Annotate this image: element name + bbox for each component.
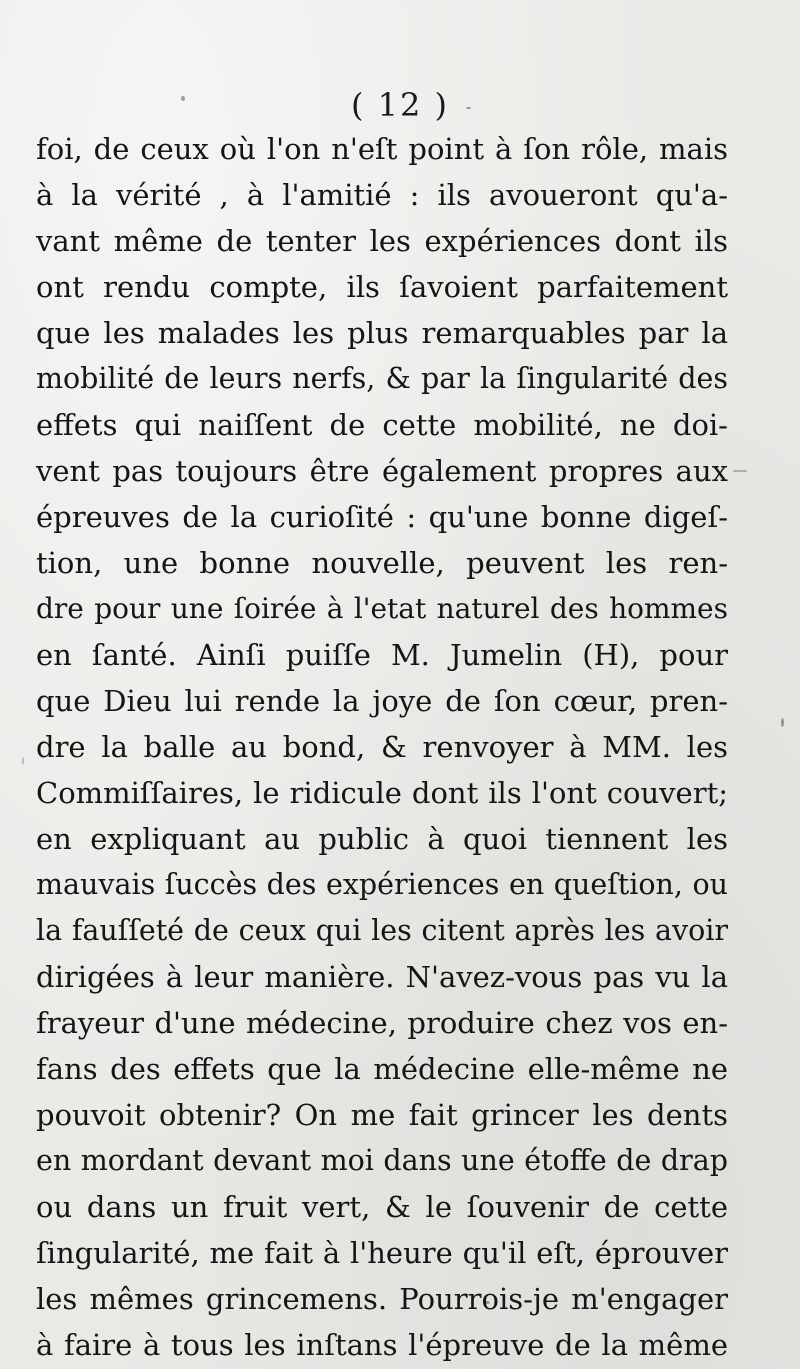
text-line: que Dieu lui rende la joye de ſon cœur, pren- <box>36 684 728 718</box>
page-number: ( 12 ) <box>350 86 450 124</box>
text-line: dre pour une ſoirée à l'etat naturel des hommes <box>36 592 728 625</box>
text-line: vant même de tenter les expériences dont ils <box>36 224 728 258</box>
text-line: en mordant devant moi dans une étoffe de drap <box>36 1144 728 1177</box>
text-line: que les malades les plus remarquables par la <box>36 316 728 350</box>
text-line: frayeur d'une médecine, produire chez vos en- <box>36 1006 728 1040</box>
text-line: tion, une bonne nouvelle, peuvent les ren- <box>36 546 728 580</box>
text-line: fans des effets que la médecine elle-même ne <box>36 1052 728 1086</box>
text-line: Commiſſaires, le ridicule dont ils l'ont couvert; <box>36 776 728 810</box>
text-line: les mêmes grincemens. Pourrois-je m'engager <box>36 1282 728 1316</box>
text-line: en ſanté. Ainſi puiſſe M. Jumelin (H), pour <box>36 638 728 672</box>
text-line: dirigées à leur manière. N'avez-vous pas vu la <box>36 960 728 994</box>
body-text <box>36 126 728 1368</box>
text-line: épreuves de la curioſité : qu'une bonne digeſ- <box>36 500 728 534</box>
text-line: foi, de ceux où l'on n'eſt point à ſon rôle, mais <box>36 132 728 166</box>
text-line: ou dans un fruit vert, & le ſouvenir de cette <box>36 1190 728 1224</box>
text-line: ont rendu compte, ils ſavoient parfaitement <box>36 270 728 304</box>
text-line: la fauſſeté de ceux qui les citent après les avoir <box>36 914 728 947</box>
text-line: en expliquant au public à quoi tiennent les <box>36 822 728 856</box>
text-line: à faire à tous les inſtans l'épreuve de la même <box>36 1328 728 1362</box>
text-line: à la vérité , à l'amitié : ils avoueront qu'a- <box>36 178 728 212</box>
text-line: effets qui naiſſent de cette mobilité, ne doi- <box>36 408 728 442</box>
text-line: vent pas toujours être également propres aux <box>36 454 728 488</box>
text-line: pouvoit obtenir? On me fait grincer les dents <box>36 1098 728 1132</box>
text-line: dre la balle au bond, & renvoyer à MM. les <box>36 730 728 764</box>
text-line: mauvais ſuccès des expériences en queſtion, ou <box>36 868 728 901</box>
text-line: mobilité de leurs nerfs, & par la ſingularité des <box>36 362 728 395</box>
text-line: ſingularité, me fait à l'heure qu'il eſt, éprouver <box>36 1236 728 1270</box>
